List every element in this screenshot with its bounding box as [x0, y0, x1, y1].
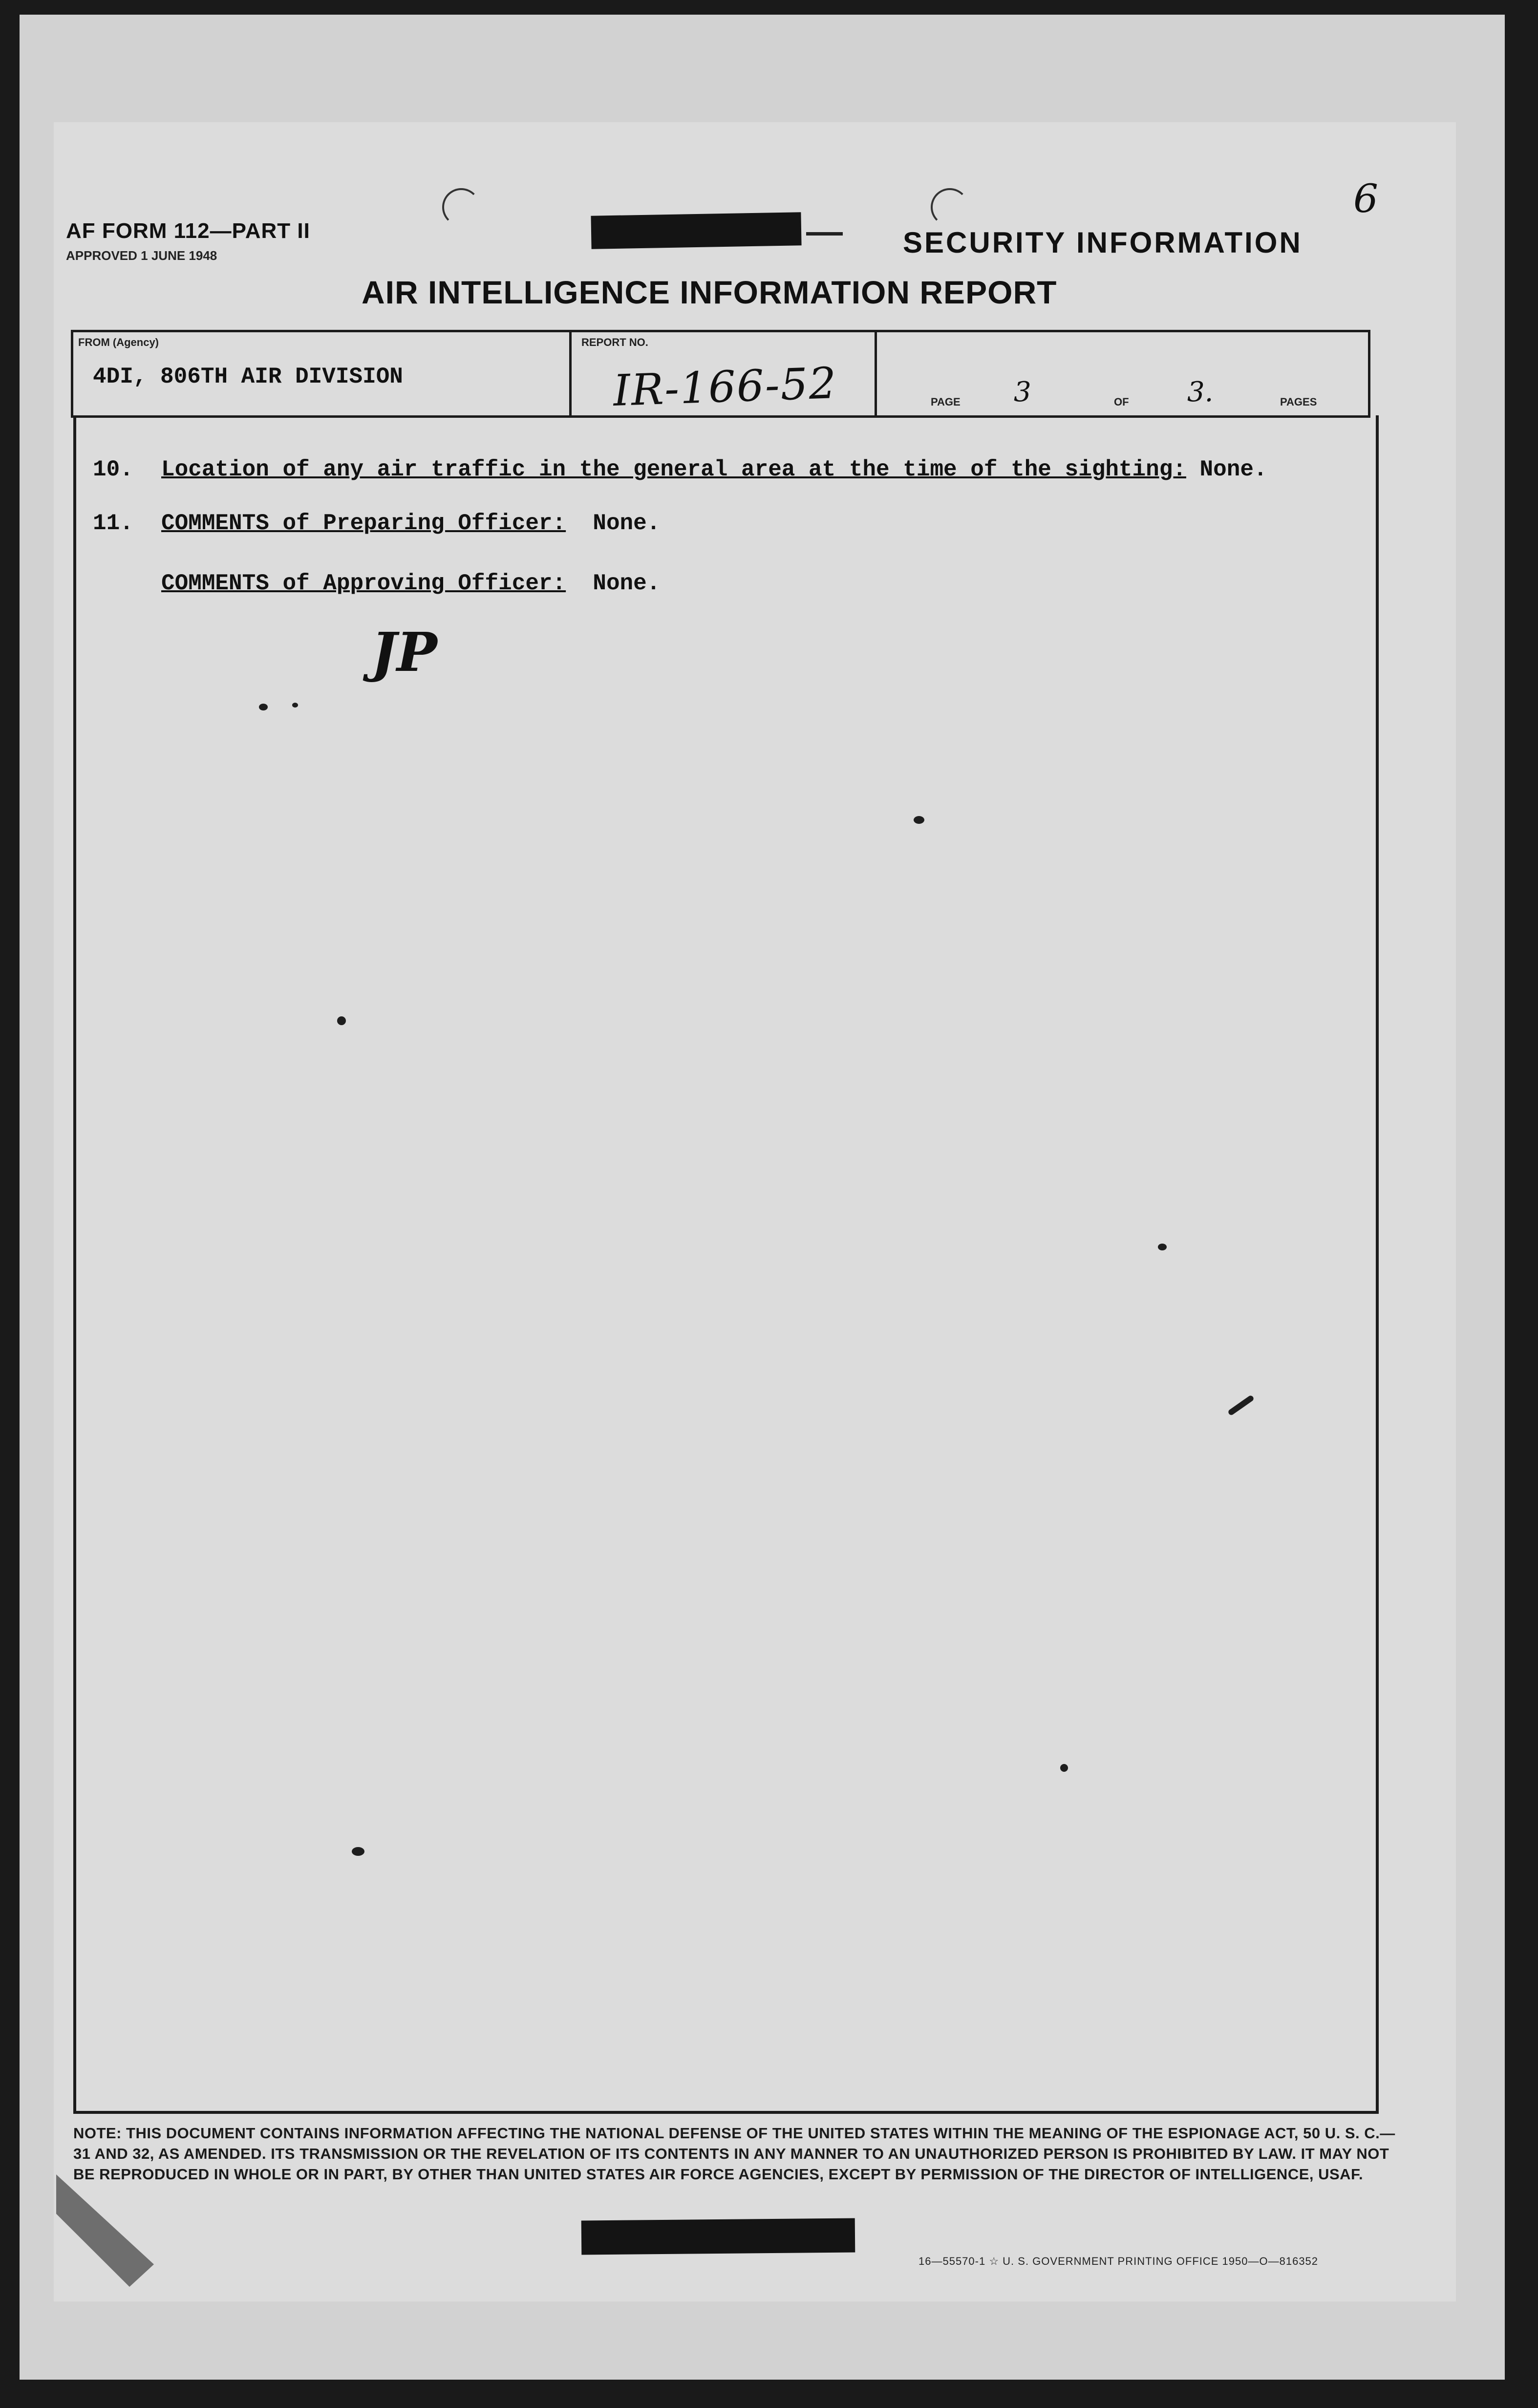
- approving-officer-label: COMMENTS of Approving Officer:: [161, 571, 566, 596]
- item-10-answer: None.: [1186, 457, 1267, 482]
- report-body-box: [73, 415, 1379, 2114]
- item-10-question: Location of any air traffic in the general area at the time of the sighting:: [161, 457, 1186, 482]
- punch-hole-left: [442, 188, 480, 226]
- speck: [914, 816, 924, 824]
- speck: [1158, 1244, 1167, 1250]
- approving-officer-comment: None.: [566, 571, 661, 596]
- redaction-bar-bottom: [581, 2218, 855, 2255]
- from-label: FROM (Agency): [78, 336, 159, 348]
- page-value: 3: [1014, 376, 1031, 408]
- speck: [352, 1847, 364, 1856]
- printing-office-line: 16—55570-1 ☆ U. S. GOVERNMENT PRINTING OFFICE 1950—O—816352: [919, 2255, 1319, 2267]
- item-11-number: 11.: [93, 511, 133, 536]
- item-10-line: [161, 457, 1267, 482]
- classification-marking: SECURITY INFORMATION: [903, 226, 1303, 259]
- handwritten-initials: JP: [371, 621, 437, 684]
- punch-hole-right: [931, 188, 969, 226]
- item-11-preparing-line: [161, 511, 660, 536]
- preparing-officer-label: COMMENTS of Preparing Officer:: [161, 511, 566, 536]
- approval-date: APPROVED 1 JUNE 1948: [66, 248, 217, 263]
- handwritten-page-number: 6: [1353, 176, 1378, 221]
- redaction-bar-top: [591, 212, 801, 249]
- pages-label: PAGES: [1280, 396, 1317, 408]
- header-divider-1: [569, 330, 572, 417]
- item-10-number: 10.: [93, 457, 133, 482]
- speck: [259, 704, 268, 710]
- item-11-approving-line: [161, 571, 660, 596]
- preparing-officer-comment: None.: [566, 511, 661, 536]
- form-code: AF FORM 112—PART II: [66, 219, 310, 243]
- speck: [292, 703, 298, 708]
- espionage-act-notice: NOTE: THIS DOCUMENT CONTAINS INFORMATION AFFECTING THE NATIONAL DEFENSE OF THE UNITED STATES WITHIN THE MEANING OF THE ESPIONAGE ACT, 50 U. S. C.— 31 AND 32, AS AMENDED. ITS TRANSMISSION OR THE REVELATION OF ITS CONTENTS IN ANY MANNER TO AN UNAUTHORIZED PERSON IS PROHIBITED BY LAW. IT MAY NOT BE REPRODUCED IN WHOLE OR IN PART, BY OTHER THAN UNITED STATES AIR FORCE AGENCIES, EXCEPT BY PERMISSION OF THE DIRECTOR OF INTELLIGENCE, USAF.: [73, 2125, 1395, 2183]
- header-divider-2: [875, 330, 877, 417]
- classification-dash: [806, 232, 843, 236]
- report-number-value: IR-166-52: [612, 358, 838, 416]
- speck: [1060, 1764, 1068, 1772]
- report-title: AIR INTELLIGENCE INFORMATION REPORT: [362, 274, 1057, 310]
- of-label: OF: [1114, 396, 1129, 408]
- total-pages-value: 3.: [1187, 376, 1214, 408]
- speck: [337, 1016, 346, 1025]
- from-value: 4DI, 806TH AIR DIVISION: [93, 364, 403, 389]
- page-label: PAGE: [931, 396, 961, 408]
- report-number-label: REPORT NO.: [581, 336, 648, 348]
